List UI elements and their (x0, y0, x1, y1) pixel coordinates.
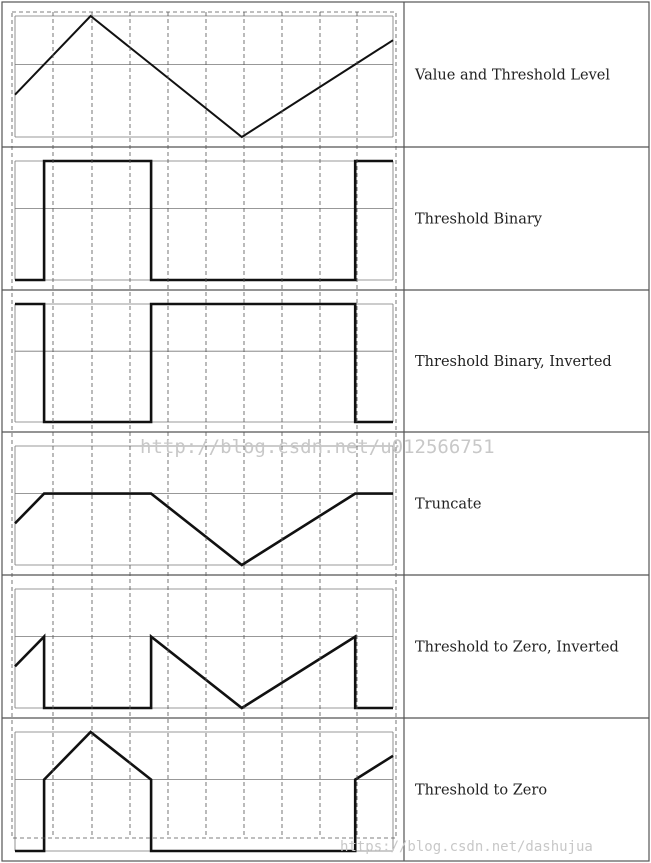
row-label: Value and Threshold Level (415, 67, 611, 84)
row-label: Threshold Binary, Inverted (415, 354, 612, 370)
row-label: Threshold Binary (415, 211, 542, 228)
watermark-bottom: https://blog.csdn.net/dashujua (340, 839, 593, 855)
row-label: Truncate (415, 496, 482, 513)
watermark-center: http://blog.csdn.net/u012566751 (140, 436, 495, 458)
row-label: Threshold to Zero, Inverted (415, 639, 619, 656)
row-label: Threshold to Zero (415, 782, 548, 799)
